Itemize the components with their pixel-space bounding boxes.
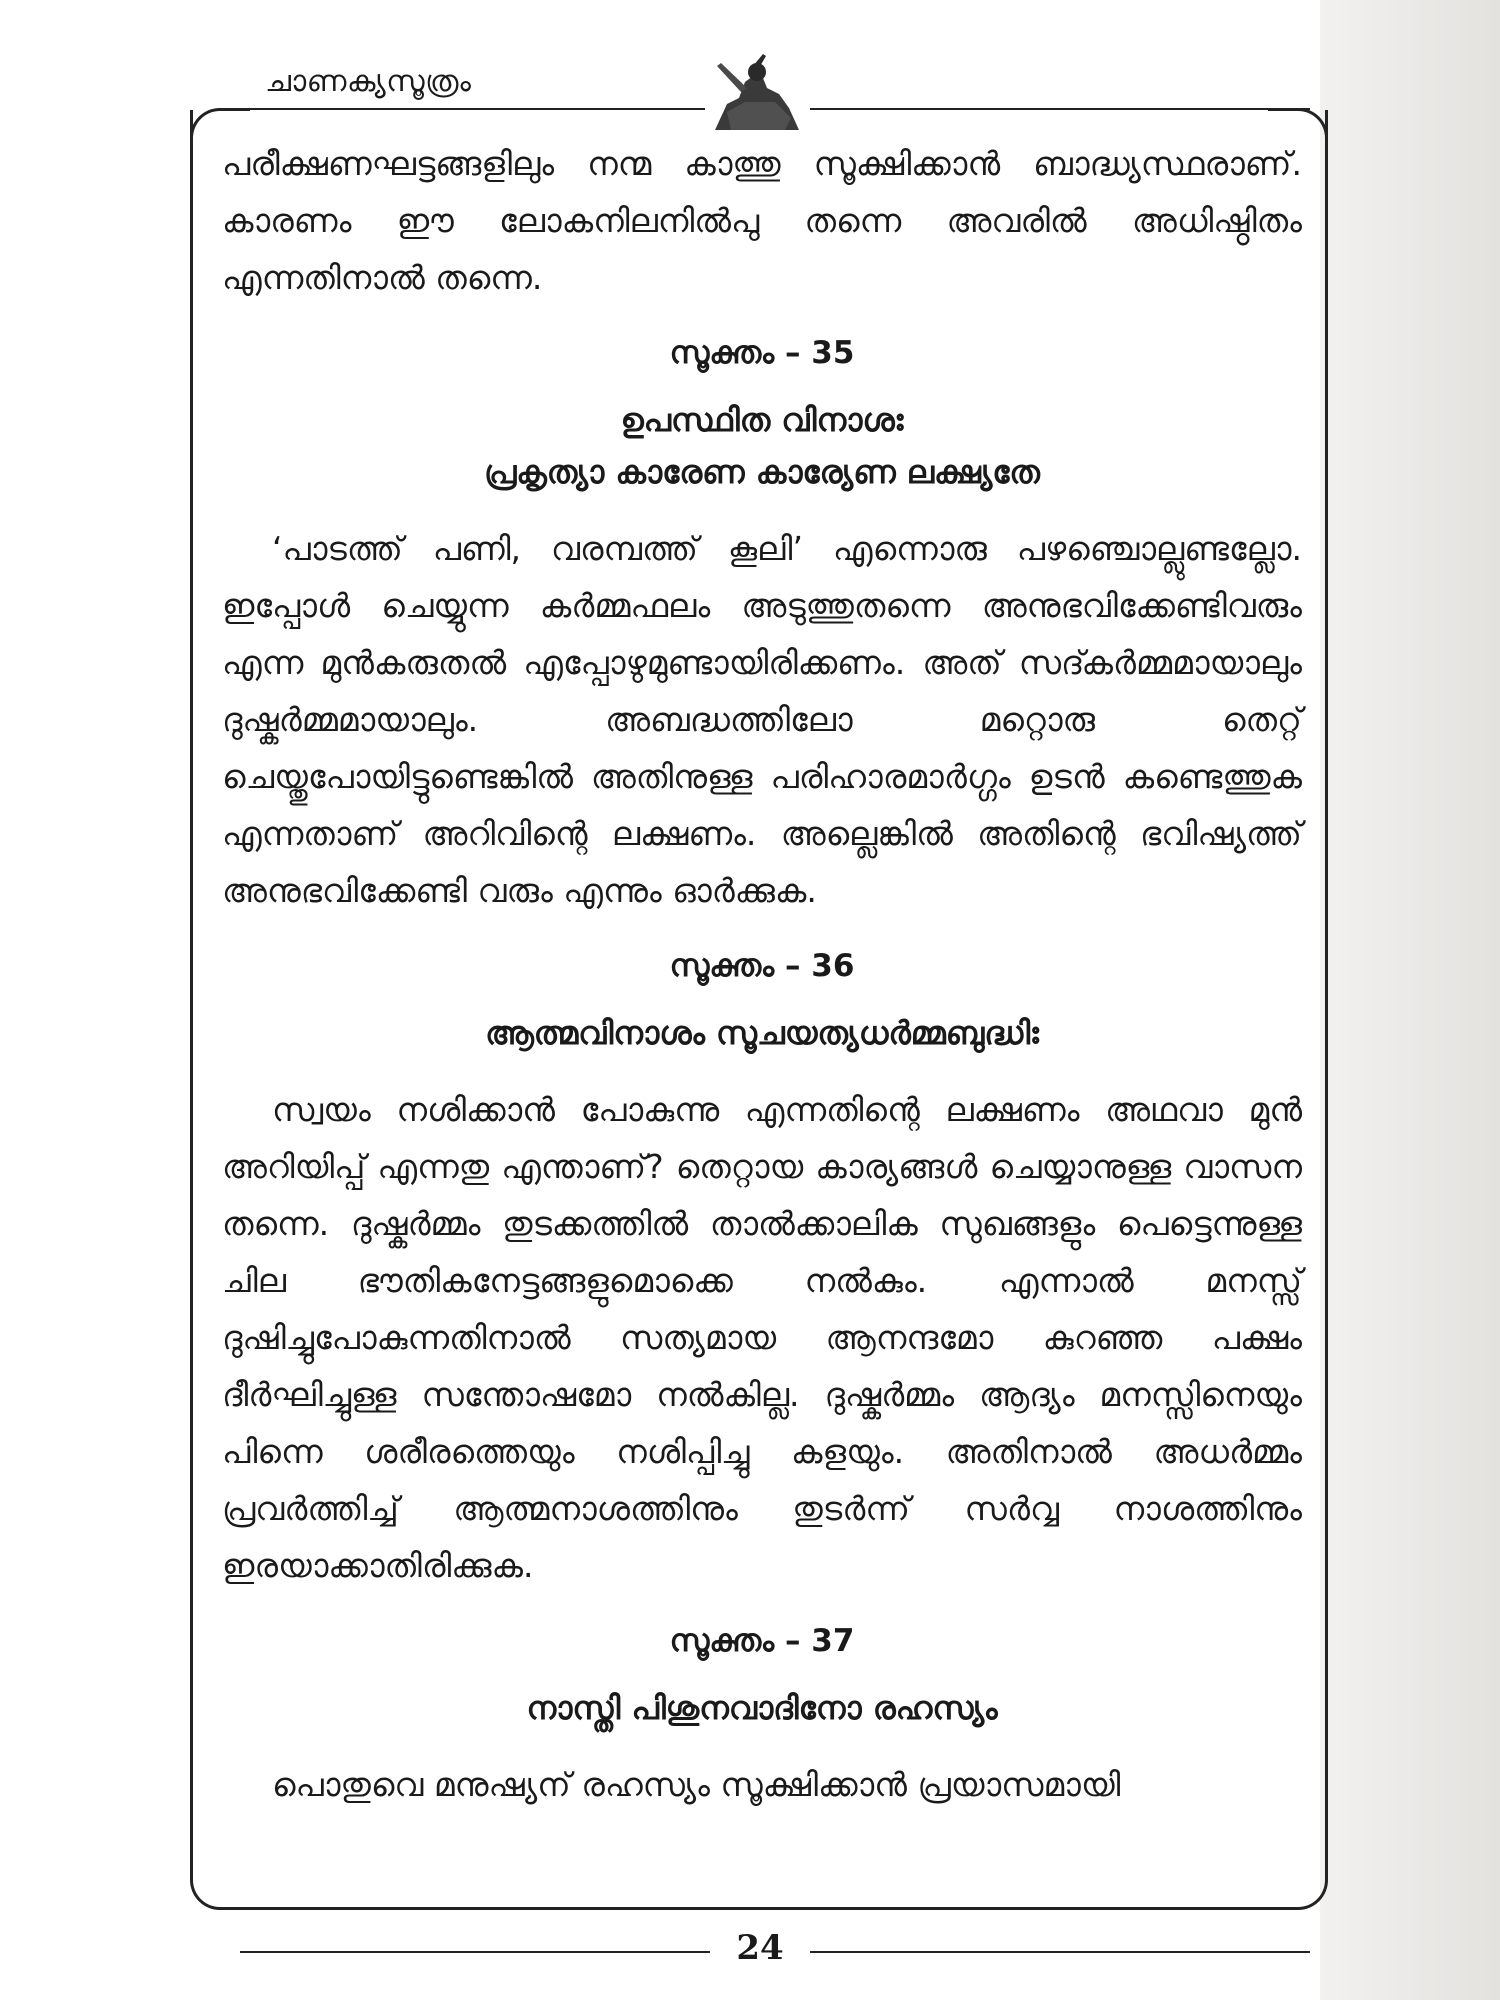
sutra-37-verse-line1: നാസ്തി പിശുനവാദിനോ രഹസ്യം (526, 1689, 998, 1727)
page-number: 24 (736, 1928, 784, 1968)
sutra-36-verse-line1: ആത്മവിനാശം സൂചയത്യധർമ്മബുദ്ധിഃ (485, 1014, 1039, 1052)
sutra-36-number: സൂക്തം – 36 (669, 948, 855, 984)
sutra-37-number: സൂക്തം – 37 (669, 1623, 855, 1659)
intro-paragraph: പരീക്ഷണഘട്ടങ്ങളിലും നന്മ കാത്തു സൂക്ഷിക്കാൻ ബാദ്ധ്യസ്ഥരാണ്. കാരണം ഈ ലോകനിലനിൽപു തന്നെ അവരിൽ അധിഷ്ഠിതം എന്നതിനാൽ തന്നെ. (222, 144, 1302, 297)
sutra-36-paragraph: സ്വയം നശിക്കാൻ പോകുന്നു എന്നതിന്റെ ലക്ഷണം അഥവാ മുൻ അറിയിപ്പ് എന്നതു എന്താണ്? തെറ്റായ കാര്യങ്ങൾ ചെയ്യാനുള്ള വാസന തന്നെ. ദുഷ്കർമ്മം തുടക്കത്തിൽ താൽക്കാലിക സുഖങ്ങളും പെട്ടെന്നുള്ള ചില ഭൗതികനേട്ടങ്ങളുമൊക്കെ നൽകും. എന്നാൽ മനസ്സ് ദുഷിച്ചുപോകുന്നതിനാൽ സത്യമായ ആനന്ദമോ കുറഞ്ഞ പക്ഷം ദീർഘിച്ചുള്ള സന്തോഷമോ നൽകില്ല. ദുഷ്കർമ്മം ആദ്യം മനസ്സിനെയും പിന്നെ ശരീരത്തെയും നശിപ്പിച്ചു കളയും. അതിനാൽ അധർമ്മം പ്രവർത്തിച്ച് ആത്മനാശത്തിനും തുടർന്ന് സർവ്വ നാശത്തിനും ഇരയാക്കാതിരിക്കുക. (222, 1090, 1302, 1585)
sutra-37-paragraph: പൊതുവെ മനുഷ്യന് രഹസ്യം സൂക്ഷിക്കാൻ പ്രയാസമായി (272, 1765, 1121, 1804)
running-header-title: ചാണക്യസൂത്രം (265, 64, 472, 99)
sutra-35-number: സൂക്തം – 35 (669, 335, 855, 371)
sutra-35-verse-line2: പ്രകൃത്യാ കാരേണ കാര്യേണ ലക്ഷ്യതേ (484, 453, 1040, 491)
page-content (222, 135, 1302, 1813)
footer-rule-left (240, 1951, 710, 1953)
sutra-35-paragraph: ‘പാടത്ത് പണി, വരമ്പത്ത് കൂലി’ എന്നൊരു പഴഞ്ചൊല്ലുണ്ടല്ലോ. ഇപ്പോൾ ചെയ്യുന്ന കർമ്മഫലം അടുത്തുതന്നെ അനുഭവിക്കേണ്ടിവരും എന്ന മുൻകരുതൽ എപ്പോഴുമുണ്ടായിരിക്കണം. അത് സദ്കർമ്മമായാലും ദുഷ്കർമ്മമായാലും. അബദ്ധത്തിലോ മറ്റൊരു തെറ്റ് ചെയ്തുപോയിട്ടുണ്ടെങ്കിൽ അതിനുള്ള പരിഹാരമാർഗ്ഗം ഉടൻ കണ്ടെത്തുക എന്നതാണ് അറിവിന്റെ ലക്ഷണം. അല്ലെങ്കിൽ അതിന്റെ ഭവിഷ്യത്ത് അനുഭവിക്കേണ്ടി വരും എന്നും ഓർക്കുക. (222, 529, 1302, 910)
footer-rule-right (810, 1951, 1310, 1953)
page-edge-shadow (1320, 0, 1500, 2000)
sutra-35-verse-line1: ഉപസ്ഥിത വിനാശഃ (620, 401, 904, 439)
